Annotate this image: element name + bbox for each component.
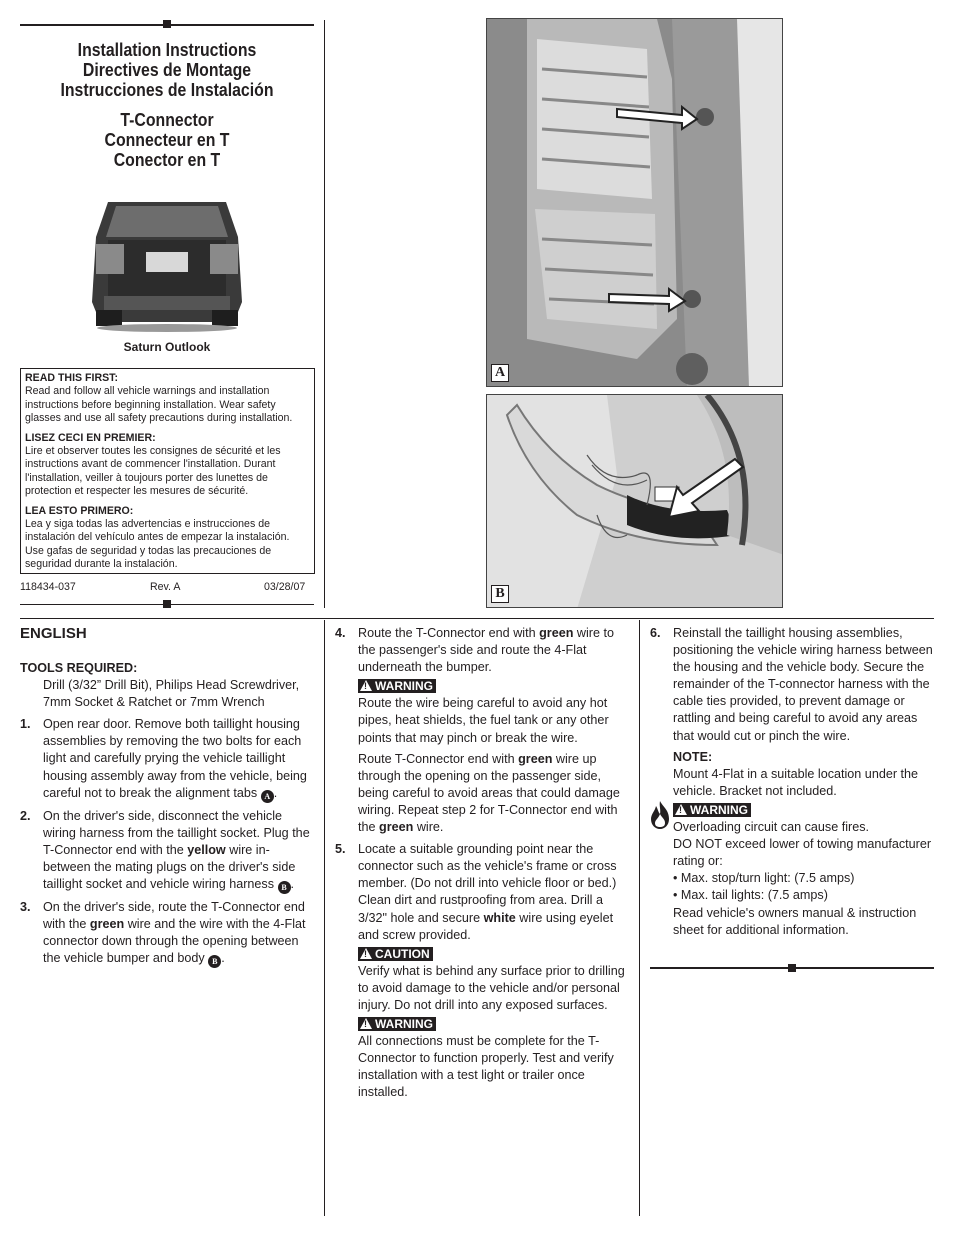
step-2-number: 2. [20, 808, 31, 823]
warning-triangle-icon [360, 680, 372, 691]
step-1: 1. Open rear door. Remove both taillight housing assemblies by removing the two bolts for each light and carefully prying the vehicle taillight housing assembly away from the vehicle, being careful not to break the alignment tabs A . [20, 717, 307, 801]
read-first-body-en: Read and follow all vehicle warnings and installation instructions before beginning installation. Wear safety glasses and use all safety precautions during installation. [25, 385, 293, 425]
fire-icon [649, 800, 671, 830]
read-first-heading-en: READ THIS FIRST: [25, 372, 118, 384]
fire-warning-5: Read vehicle's owners manual & instruction sheet for additional information. [673, 905, 917, 937]
note-text: Mount 4-Flat in a suitable location under the vehicle. Bracket not included. [673, 766, 919, 798]
rule-marker [163, 600, 171, 608]
column-divider-2 [639, 620, 640, 1216]
step-4-route: Route T-Connector end with green wire up through the opening on the passenger side, being careful to avoid areas that could damage wiring. Repeat step 2 for T-Connector end with the green wire. [358, 751, 620, 835]
ref-b-badge: B [208, 955, 221, 968]
product-es: Conector en T [113, 150, 221, 170]
step-5-warning-text: All connections must be complete for the T-Connector to function properly. Test and verify installation with a test light or trailer once installed. [358, 1034, 614, 1100]
english-column-3 [650, 625, 934, 944]
column-divider-top [324, 20, 325, 608]
title-block [20, 40, 314, 170]
step-4 [335, 625, 631, 836]
step-1-text: Open rear door. Remove both taillight housing assemblies by removing the two bolts for each light and carefully prying the vehicle taillight housing assembly away from the vehicle, being careful not to break the alignment tabs [43, 717, 307, 800]
title-es: Instrucciones de Instalación [60, 80, 274, 100]
title-fr: Directives de Montage [82, 60, 252, 80]
ref-a-badge: A [261, 790, 274, 803]
read-first-body-fr: Lire et observer toutes les consignes de sécurité et les instructions avant de commencer l'installation. Durant l'installation, veiller à toujours porter des lunettes de protection et respecter les mesures de sécurité. [25, 445, 281, 498]
read-first-box [20, 368, 315, 574]
read-first-heading-es: LEA ESTO PRIMERO: [25, 504, 134, 517]
rule-marker [788, 964, 796, 972]
warning-triangle-icon [360, 1018, 372, 1029]
step-6-text: Reinstall the taillight housing assemblies, positioning the vehicle wiring harness between the housing and the vehicle body. Secure the remainder of the T-connector harness with the cable ties provided, to prevent damage or rattling and being careful to avoid any areas that would cut or pinch the wire. [673, 626, 933, 743]
step-5-wire-color: white [483, 910, 516, 925]
tools-heading: TOOLS REQUIRED: [20, 661, 138, 675]
section-rule [20, 618, 934, 619]
step-4-warning-text: Route the wire being careful to avoid any hot pipes, heat shields, the fuel tank or any other points that may pinch or break the wire. [358, 696, 609, 745]
fire-warning-1: Overloading circuit can cause fires. [673, 820, 869, 835]
step-5-text-b: wire using eyelet and screw provided. [358, 910, 614, 942]
step-3: 3. On the driver's side, route the T-Connector end with the green wire and the wire with the 4-Flat connector down through the opening between the vehicle bumper and body B . [20, 900, 306, 967]
fire-warning-3: • Max. stop/turn light: (7.5 amps) [673, 871, 855, 886]
part-number: 118434-037 [20, 581, 76, 593]
rule-marker [163, 20, 171, 28]
title-en: Installation Instructions [77, 40, 257, 60]
caution-label: !CAUTION [358, 947, 433, 961]
step-3-text-b: wire and the wire with the 4-Flat connector down through the opening between the vehicle bumper and body [43, 917, 306, 966]
warning-label: !WARNING [358, 679, 436, 693]
warning-triangle-icon [675, 804, 687, 815]
vehicle-rear-image [86, 182, 248, 332]
fire-warning [673, 800, 934, 939]
fire-warning-4: • Max. tail lights: (7.5 amps) [673, 888, 828, 903]
step-2-wire-color: yellow [187, 842, 226, 857]
ref-b-badge: B [278, 881, 291, 894]
caution-triangle-icon [360, 948, 372, 959]
step-3-number: 3. [20, 900, 31, 915]
step-5-number: 5. [335, 842, 346, 857]
step-4-text-a: Route the T-Connector end with [358, 626, 536, 640]
read-first-heading-fr: LISEZ CECI EN PREMIER: [25, 431, 156, 444]
step-4-wire-color-3: green [379, 820, 414, 835]
column-divider-1 [324, 620, 325, 1216]
step-4-number: 4. [335, 626, 346, 640]
photo-a-taillight [486, 18, 783, 387]
warning-label: !WARNING [673, 803, 751, 817]
step-6-number: 6. [650, 626, 661, 640]
step-4-wire-color: green [539, 626, 574, 640]
english-heading: ENGLISH [20, 625, 87, 642]
warning-label: !WARNING [358, 1017, 436, 1031]
english-column-1 [20, 660, 316, 973]
step-5 [335, 841, 631, 1101]
step-2-text-a: On the driver's side, disconnect the vehicle wiring harness from the taillight socket. Plug the T-Connector end with the [43, 808, 310, 857]
step-2: 2. On the driver's side, disconnect the vehicle wiring harness from the taillight socket. Plug the T-Connector end with the yellow wire in-between the mating plugs on the driver's side taillight socket and vehicle wiring harness B . [20, 808, 310, 893]
tools-body: Drill (3/32” Drill Bit), Philips Head Screwdriver, 7mm Socket & Ratchet or 7mm Wrench [43, 678, 300, 710]
step-2-text-b: wire in-between the mating plugs on the driver's side taillight socket and vehicle wiring harness [43, 842, 296, 892]
step-5-text-a: Locate a suitable grounding point near the connector such as the vehicle's frame or cross member. (Do not drill into vehicle floor or bed.) Clean dirt and rustproofing from area. Drill a 3/32" hole and secure [358, 842, 617, 925]
revision: Rev. A [150, 581, 181, 593]
product-fr: Connecteur en T [104, 130, 230, 150]
tools-list [20, 677, 316, 711]
step-4-text-b: wire to the passenger's side and route the 4-Flat underneath the bumper. [358, 626, 614, 675]
step-5-caution-text: Verify what is behind any surface prior to drilling to avoid damage to the vehicle and/or personal injury. Do not drill into any exposed surfaces. [358, 963, 625, 1012]
read-first-body-es: Lea y siga todas las advertencias e instrucciones de instalación del vehículo antes de empezar la instalación. Use gafas de seguridad y todas las precauciones de seguridad durante la instalación. [25, 518, 290, 571]
step-6 [650, 625, 934, 939]
english-column-2 [335, 625, 631, 1107]
step-3-wire-color: green [89, 917, 125, 932]
step-3-text-a: On the driver's side, route the T-Connector end with the [43, 900, 305, 932]
step-1-number: 1. [20, 717, 31, 732]
photo-b-label: B [491, 585, 509, 603]
fire-warning-2: DO NOT exceed lower of towing manufacturer rating or: [673, 837, 932, 869]
revision-date: 03/28/07 [264, 581, 306, 593]
product-en: T-Connector [120, 110, 214, 130]
vehicle-caption: Saturn Outlook [123, 340, 211, 354]
photo-b-wiring [486, 394, 783, 608]
step-4-wire-color-2: green [518, 751, 553, 766]
photo-a-label: A [491, 364, 509, 382]
note-heading: NOTE: [673, 749, 713, 764]
